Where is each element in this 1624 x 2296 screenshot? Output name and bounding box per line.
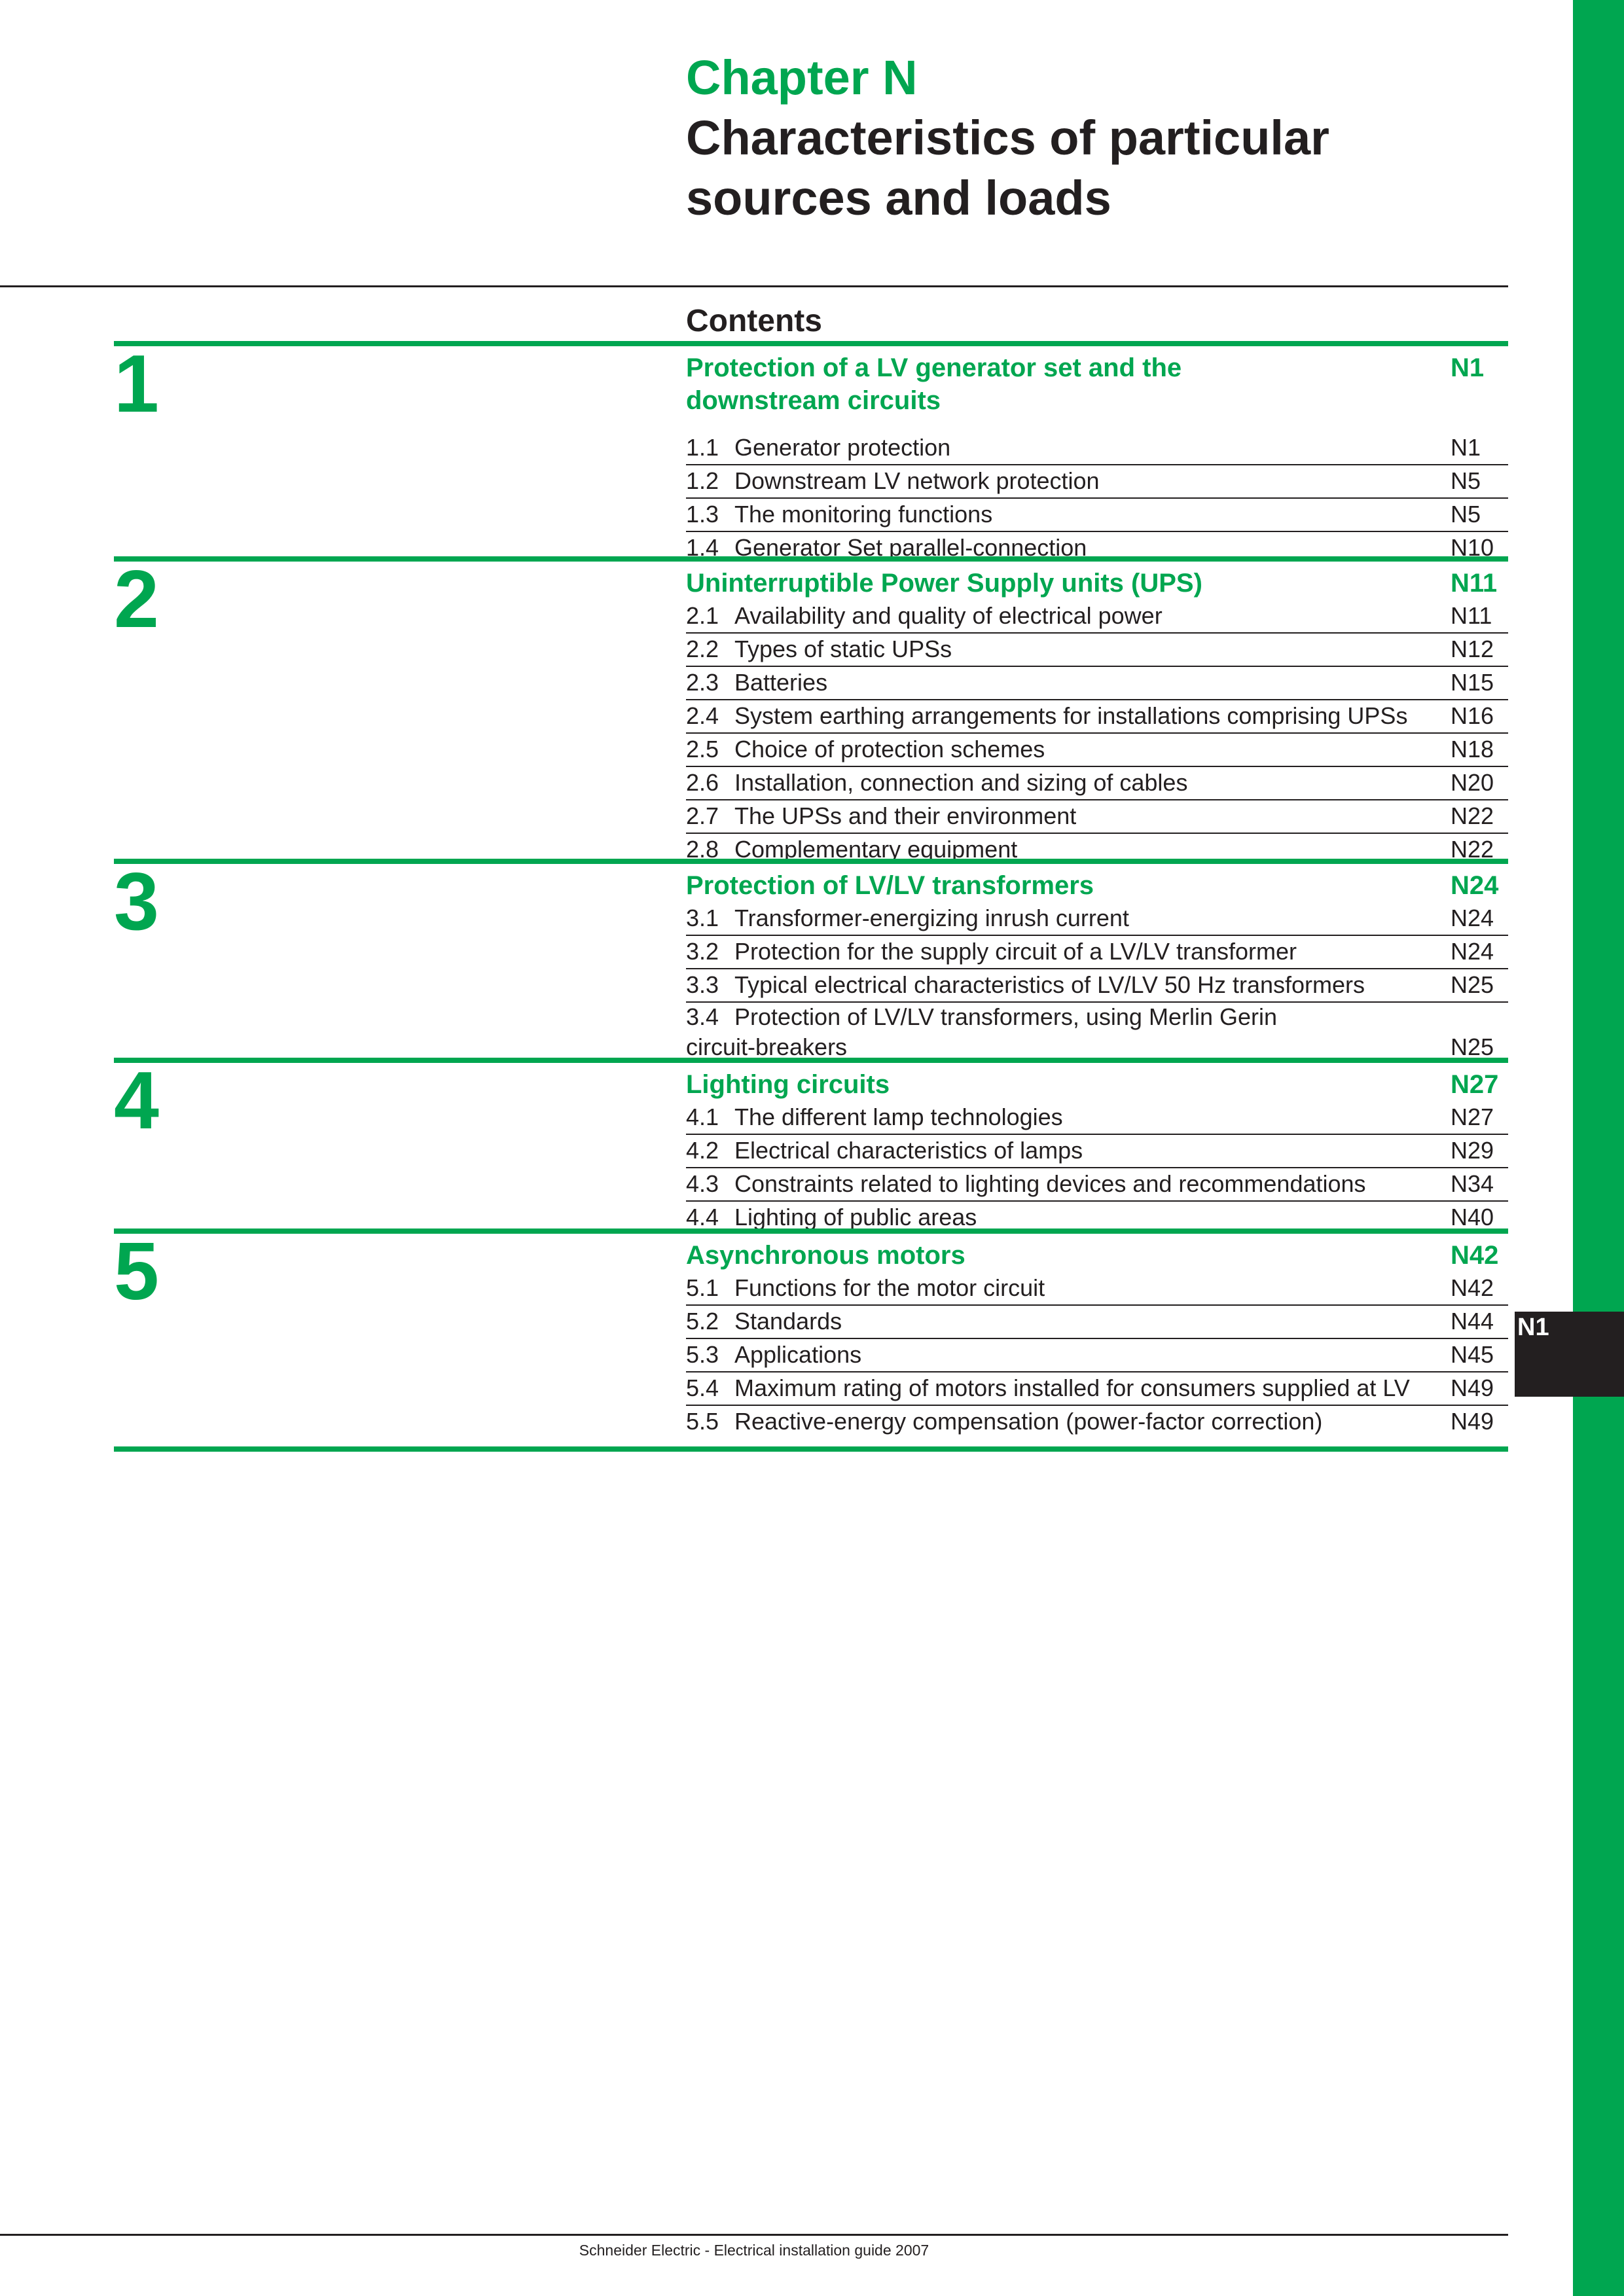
toc-entry[interactable]: 5.2 Standards N44 — [686, 1305, 1508, 1339]
toc-entry[interactable]: 1.3 The monitoring functions N5 — [686, 498, 1508, 532]
toc-entry[interactable]: 2.6 Installation, connection and sizing of cables N20 — [686, 766, 1508, 800]
chapter-label: Chapter N — [686, 50, 918, 105]
section-title[interactable]: Lighting circuits — [686, 1070, 890, 1099]
toc-entry[interactable]: 3.4 Protection of LV/LV transformers, using Merlin Gerin circuit-breakers N25 — [686, 1003, 1494, 1060]
section-title[interactable]: Protection of LV/LV transformers — [686, 871, 1094, 900]
page-tab-label: N1 — [1517, 1314, 1549, 1341]
toc-entry[interactable]: 5.5 Reactive-energy compensation (power-factor correction) N49 — [686, 1408, 1494, 1435]
toc-entry[interactable]: 1.4 Generator Set parallel-connection N10 — [686, 534, 1494, 561]
contents-bottom-rule — [114, 1446, 1508, 1452]
toc-section-1 — [114, 341, 1508, 562]
toc-entry[interactable]: 4.1 The different lamp technologies N27 — [686, 1101, 1508, 1135]
toc-entry[interactable]: 3.1 Transformer-energizing inrush current N24 — [686, 902, 1508, 936]
section-page: N24 — [1451, 871, 1499, 900]
footer-divider — [0, 2234, 1508, 2236]
toc-entry[interactable]: 1.1 Generator protection N1 — [686, 431, 1508, 465]
section-page: N1 — [1451, 353, 1485, 382]
toc-entry[interactable]: 2.1 Availability and quality of electrical power N11 — [686, 600, 1508, 634]
section-page: N11 — [1451, 569, 1498, 598]
section-page: N27 — [1451, 1070, 1499, 1099]
toc-entry[interactable]: 3.2 Protection for the supply circuit of a LV/LV transformer N24 — [686, 935, 1508, 969]
section-page: N42 — [1451, 1241, 1499, 1270]
section-title[interactable]: Asynchronous motors — [686, 1241, 965, 1270]
section-number: 3 — [114, 857, 159, 947]
toc-entry[interactable]: 4.2 Electrical characteristics of lamps N29 — [686, 1134, 1508, 1168]
toc-section-3 — [114, 859, 1508, 1064]
section-title[interactable]: Protection of a LV generator set and the downstream circuits — [686, 353, 1182, 415]
section-title[interactable]: Uninterruptible Power Supply units (UPS) — [686, 569, 1202, 598]
header-divider — [0, 285, 1508, 287]
contents-heading: Contents — [686, 304, 822, 338]
toc-entry[interactable]: 2.2 Types of static UPSs N12 — [686, 633, 1508, 667]
chapter-title: Characteristics of particular sources and loads — [686, 111, 1329, 225]
toc-entry[interactable]: 3.3 Typical electrical characteristics of LV/LV 50 Hz transformers N25 — [686, 969, 1508, 1003]
toc-entry[interactable]: 5.4 Maximum rating of motors installed for consumers supplied at LV N49 — [686, 1372, 1508, 1406]
toc-entry[interactable]: 5.3 Applications N45 — [686, 1338, 1508, 1372]
toc-entry[interactable]: 2.8 Complementary equipment N22 — [686, 836, 1494, 863]
toc-entry[interactable]: 2.7 The UPSs and their environment N22 — [686, 800, 1508, 834]
section-number: 2 — [114, 554, 159, 645]
toc-entry[interactable]: 4.4 Lighting of public areas N40 — [686, 1204, 1494, 1230]
toc-entry[interactable]: 1.2 Downstream LV network protection N5 — [686, 465, 1508, 499]
section-number: 4 — [114, 1056, 159, 1146]
toc-entry[interactable]: 2.3 Batteries N15 — [686, 666, 1508, 700]
toc-entry[interactable]: 2.5 Choice of protection schemes N18 — [686, 733, 1508, 767]
toc-entry[interactable]: 5.1 Functions for the motor circuit N42 — [686, 1272, 1508, 1306]
toc-entry[interactable]: 4.3 Constraints related to lighting devices and recommendations N34 — [686, 1168, 1508, 1202]
side-color-bar — [1573, 0, 1624, 2296]
section-number: 5 — [114, 1227, 159, 1317]
footer-text: Schneider Electric - Electrical installation guide 2007 — [579, 2242, 929, 2259]
toc-entry[interactable]: 2.4 System earthing arrangements for installations comprising UPSs N16 — [686, 700, 1508, 734]
section-number: 1 — [114, 339, 159, 429]
toc-section-5 — [114, 1229, 1508, 1452]
toc-section-2 — [114, 556, 1508, 865]
toc-section-4 — [114, 1058, 1508, 1234]
